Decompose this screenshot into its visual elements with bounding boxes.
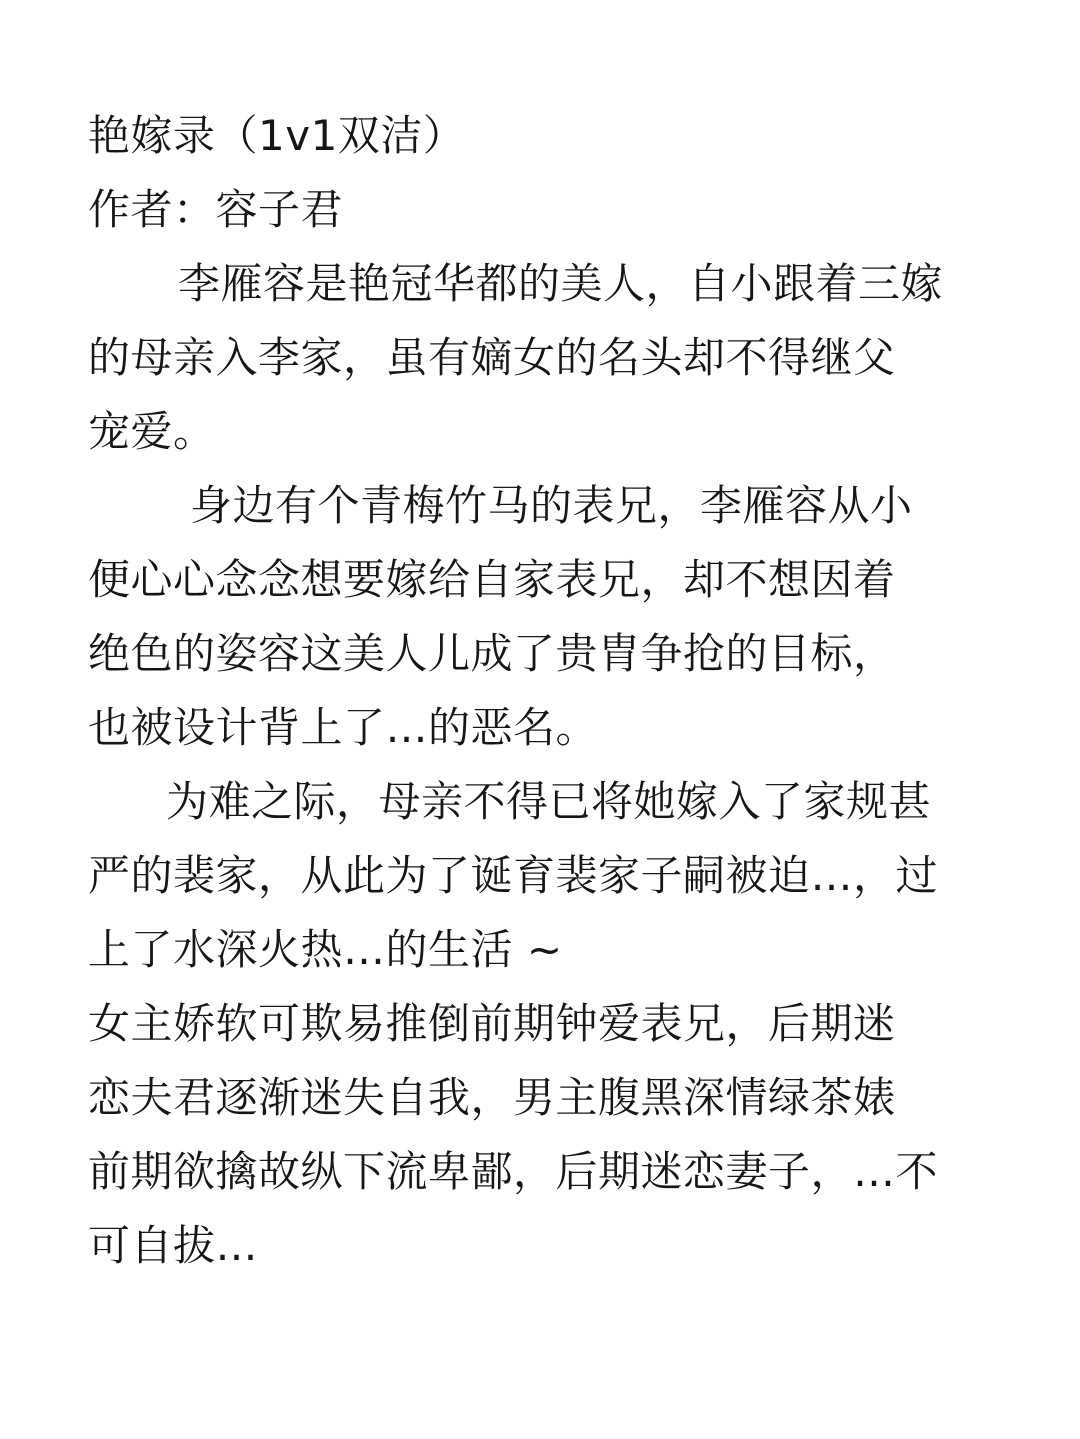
text-line: 可自拔… <box>88 1221 259 1270</box>
text-line: 也被设计背上了…的恶名。 <box>88 703 599 752</box>
text-line: 李雁容是艳冠华都的美人，自小跟着三嫁 <box>178 259 944 308</box>
text-line: 便心心念念想要嫁给自家表兄，却不想因着 <box>88 555 896 604</box>
text-line: 宠爱。 <box>88 407 216 456</box>
text-line: 身边有个青梅竹马的表兄，李雁容从小 <box>190 481 913 530</box>
text-line: 为难之际，母亲不得已将她嫁入了家规甚 <box>166 777 932 826</box>
text-line: 上了水深火热…的生活 ~ <box>88 925 563 974</box>
text-line: 的母亲入李家，虽有嫡女的名头却不得继父 <box>88 333 896 382</box>
text-line: 前期欲擒故纵下流卑鄙，后期迷恋妻子，…不 <box>88 1147 939 1196</box>
text-line: 恋夫君逐渐迷失自我，男主腹黑深情绿茶婊 <box>88 1073 896 1122</box>
author-line: 作者：容子君 <box>88 185 344 234</box>
text-line: 女主娇软可欺易推倒前期钟爱表兄，后期迷 <box>88 999 896 1048</box>
text-line: 绝色的姿容这美人儿成了贵胄争抢的目标， <box>88 629 896 678</box>
document-title: 艳嫁录（1v1双洁） <box>88 111 466 160</box>
text-line: 严的裴家，从此为了诞育裴家子嗣被迫…，过 <box>88 851 939 900</box>
